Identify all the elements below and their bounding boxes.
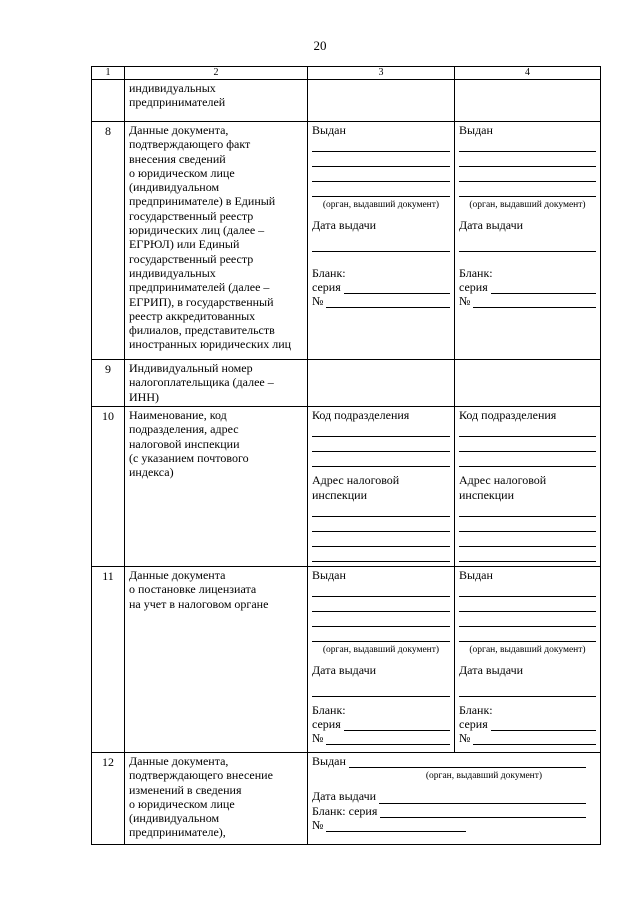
issued-field[interactable]: Выдан: [312, 754, 596, 768]
row-8-number: 8: [92, 122, 125, 360]
issued-field[interactable]: [312, 137, 450, 152]
issued-field[interactable]: [459, 582, 596, 597]
row-11-description: Данные документа о постановке лицензиата на учет в налоговом органе: [125, 567, 308, 753]
date-label: Дата выдачи: [312, 663, 377, 678]
row-8-description: Данные документа, подтверждающего факт внесения сведений о юридическом лице (индивидуальном предпринимателе) в Единый государственный реестр юридических лиц (далее – ЕГРЮЛ) или Единый государственный реестр индивидуальных предпринимателей (далее – ЕГРИП), в государственный реестр аккредитованных филиалов, представительств иностранных юридических лиц: [125, 122, 308, 360]
issued-label: Выдан: [459, 568, 493, 582]
row-8-col-3: [308, 122, 455, 360]
row-10-number: 10: [92, 407, 125, 567]
row-11-col-3: [308, 567, 455, 753]
division-code-field[interactable]: [312, 422, 450, 437]
number-field[interactable]: №: [459, 731, 596, 745]
row-9-number: 9: [92, 360, 125, 407]
series-field[interactable]: серия: [312, 717, 450, 731]
issuer-caption: (орган, выдавший документ): [469, 645, 586, 656]
table-row-10: [92, 407, 601, 567]
tax-address-label: Адрес налоговой инспекции: [459, 473, 547, 502]
table-row-9: [92, 360, 601, 407]
number-field[interactable]: №: [312, 731, 450, 745]
header-col-3: 3: [308, 67, 455, 80]
table-row-11: [92, 567, 601, 753]
date-label: Дата выдачи: [459, 218, 524, 233]
header-col-2: 2: [125, 67, 308, 80]
issuer-caption: (орган, выдавший документ): [322, 645, 440, 656]
date-field[interactable]: [312, 237, 450, 252]
blank-label: Бланк:: [312, 265, 346, 280]
date-label: Дата выдачи: [459, 663, 524, 678]
series-field[interactable]: серия: [459, 717, 596, 731]
series-field[interactable]: серия: [312, 280, 450, 294]
tax-address-field[interactable]: [459, 502, 596, 517]
row-9-description: Индивидуальный номер налогоплательщика (далее – ИНН): [125, 360, 308, 407]
blank-label: Бланк:: [459, 702, 493, 717]
row-12-merged-cell: [308, 753, 601, 845]
table-row-12: [92, 753, 601, 845]
issued-field[interactable]: [459, 137, 596, 152]
issued-label: Выдан: [459, 123, 493, 137]
issuer-caption: (орган, выдавший документ): [425, 771, 543, 782]
issuer-caption: (орган, выдавший документ): [469, 200, 586, 211]
row-11-col-4: [455, 567, 601, 753]
header-col-1: 1: [92, 67, 125, 80]
row-10-col-4: [455, 407, 601, 567]
row-continued-description: индивидуальных предпринимателей: [125, 80, 308, 122]
header-row: [92, 67, 601, 80]
issued-field[interactable]: [312, 582, 450, 597]
division-code-label: Код подразделения: [312, 408, 410, 422]
header-col-4: 4: [455, 67, 601, 80]
row-11-number: 11: [92, 567, 125, 753]
page-number: 20: [313, 38, 327, 53]
row-12-number: 12: [92, 753, 125, 845]
row-10-col-3: [308, 407, 455, 567]
division-code-field[interactable]: [459, 422, 596, 437]
issued-label: Выдан: [312, 123, 346, 137]
table-row-continued: [92, 80, 601, 122]
series-field[interactable]: Бланк: серия: [312, 804, 596, 818]
row-10-description: Наименование, код подразделения, адрес налоговой инспекции (с указанием почтового индекса): [125, 407, 308, 567]
issued-label: Выдан: [312, 568, 346, 582]
date-field[interactable]: [312, 682, 450, 697]
date-field[interactable]: [459, 237, 596, 252]
date-field[interactable]: Дата выдачи: [312, 789, 596, 803]
number-field[interactable]: №: [312, 818, 596, 832]
table-row-8: [92, 122, 601, 360]
series-field[interactable]: серия: [459, 280, 596, 294]
blank-label: Бланк:: [459, 265, 493, 280]
tax-address-label: Адрес налоговой инспекции: [312, 473, 400, 502]
date-label: Дата выдачи: [312, 218, 377, 233]
date-field[interactable]: [459, 682, 596, 697]
blank-label: Бланк:: [312, 702, 346, 717]
number-field[interactable]: №: [312, 294, 450, 308]
number-field[interactable]: №: [459, 294, 596, 308]
tax-address-field[interactable]: [312, 502, 450, 517]
row-8-col-4: [455, 122, 601, 360]
row-12-description: Данные документа, подтверждающего внесение изменений в сведения о юридическом лице (индивидуальном предпринимателе),: [125, 753, 308, 845]
license-data-table: [91, 66, 601, 845]
issuer-caption: (орган, выдавший документ): [322, 200, 440, 211]
division-code-label: Код подразделения: [459, 408, 557, 422]
